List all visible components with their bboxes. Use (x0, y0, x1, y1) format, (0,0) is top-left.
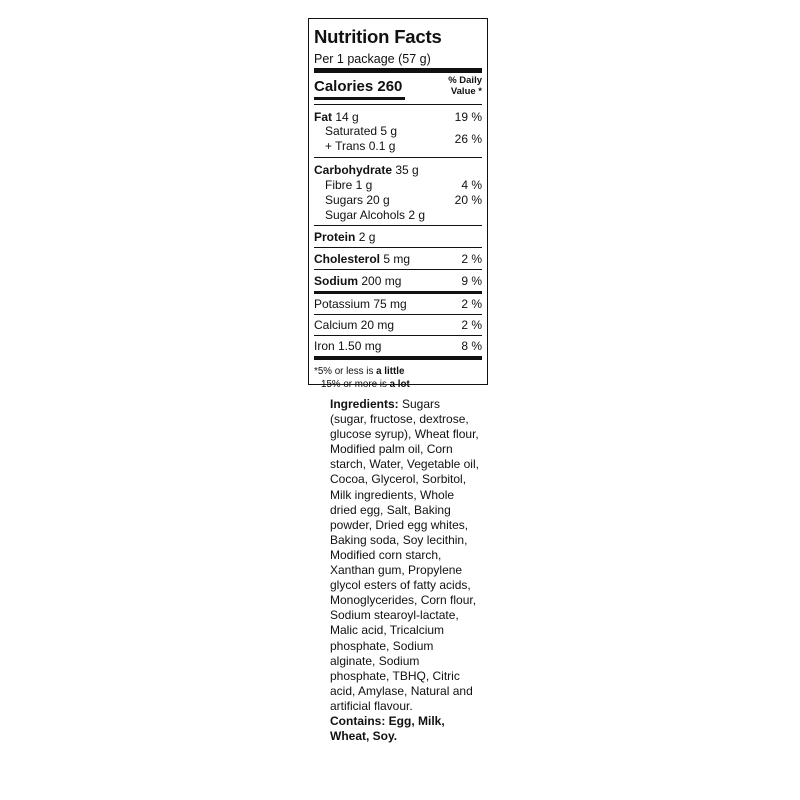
protein-amount: 2 g (358, 229, 376, 244)
cholesterol-dv: 2 % (461, 251, 482, 266)
sugar-alcohols-row (314, 207, 482, 222)
footnote-line2 (314, 378, 482, 391)
footnote-line1 (314, 365, 482, 378)
calories-row (314, 73, 482, 104)
footnote-line2-bold: a lot (389, 379, 410, 390)
calcium-dv: 2 % (461, 318, 482, 332)
fibre-row (314, 177, 482, 192)
carb-label: Carbohydrate (314, 162, 393, 177)
iron-label: Iron 1.50 mg (314, 339, 382, 353)
nutrition-facts-panel (308, 18, 488, 390)
fat-amount: 14 g (335, 109, 359, 124)
trans-label: + Trans 0.1 g (325, 139, 396, 153)
sugar-alcohols-label: Sugar Alcohols 2 g (325, 207, 426, 222)
cholesterol-label: Cholesterol (314, 251, 381, 266)
calories (314, 78, 402, 95)
potassium-label: Potassium 75 mg (314, 297, 407, 311)
fat-label: Fat (314, 109, 332, 124)
potassium-dv: 2 % (461, 297, 482, 311)
ingredients-block (330, 397, 480, 744)
fat-group (314, 105, 482, 157)
footnote-line1-text: *5% or less is (314, 366, 377, 377)
saturated-label: Saturated 5 g (325, 124, 398, 138)
potassium-row (314, 294, 482, 314)
dv-header-line1: % Daily (448, 75, 482, 86)
cholesterol-row (314, 248, 482, 269)
nutrition-title: Nutrition Facts (314, 26, 442, 47)
serving-size: Per 1 package (57 g) (314, 52, 431, 66)
allergen-statement: Contains: Egg, Milk, Wheat, Soy. (330, 713, 445, 744)
sodium-amount: 200 mg (361, 273, 402, 288)
sugars-label: Sugars 20 g (325, 192, 390, 207)
fibre-label: Fibre 1 g (325, 177, 373, 192)
ingredients-text: Sugars (sugar, fructose, dextrose, glucose syrup), Wheat flour, Modified palm oil, Corn starch, Water, Vegetable oil, Cocoa, Glycerol, Sorbitol, Milk ingredients, Whole dried egg, Salt, Baking powder, Dried egg whites, Baking soda, Soy lecithin, Modified corn starch, Xanthan gum, Propylene glycol esters of fatty acids, Monoglycerides, Corn flour, Sodium stearoyl-lactate, Malic acid, Tricalcium phosphate, Sodium alginate, Sodium phosphate, TBHQ, Citric acid, Amylase, Natural and artificial flavour. (330, 397, 479, 713)
sat-trans-row (314, 124, 482, 154)
fat-row (314, 109, 482, 124)
carb-amount: 35 g (395, 162, 419, 177)
calcium-label: Calcium 20 mg (314, 318, 395, 332)
fibre-dv: 4 % (461, 177, 482, 192)
sodium-row (314, 270, 482, 291)
calories-value: 260 (377, 78, 403, 95)
footnote (314, 360, 482, 391)
cholesterol-amount: 5 mg (383, 251, 411, 266)
sodium-dv: 9 % (461, 273, 482, 288)
iron-row (314, 336, 482, 356)
protein-row (314, 226, 482, 247)
sugars-dv: 20 % (454, 192, 482, 207)
footnote-line2-text: 15% or more is (321, 379, 390, 390)
footnote-line1-bold: a little (376, 366, 405, 377)
calories-underline (314, 97, 405, 100)
ingredients-heading: Ingredients: (330, 397, 399, 411)
dv-header-line2: Value * (450, 85, 482, 97)
carb-row (314, 162, 482, 177)
carb-group (314, 158, 482, 225)
protein-label: Protein (314, 229, 356, 244)
calcium-row (314, 315, 482, 335)
sugars-row (314, 192, 482, 207)
sodium-label: Sodium (314, 273, 358, 288)
iron-dv: 8 % (461, 339, 482, 353)
calories-label: Calories (314, 78, 374, 95)
sat-trans-dv: 26 % (454, 132, 482, 146)
fat-dv: 19 % (454, 109, 482, 124)
daily-value-header (448, 76, 482, 97)
